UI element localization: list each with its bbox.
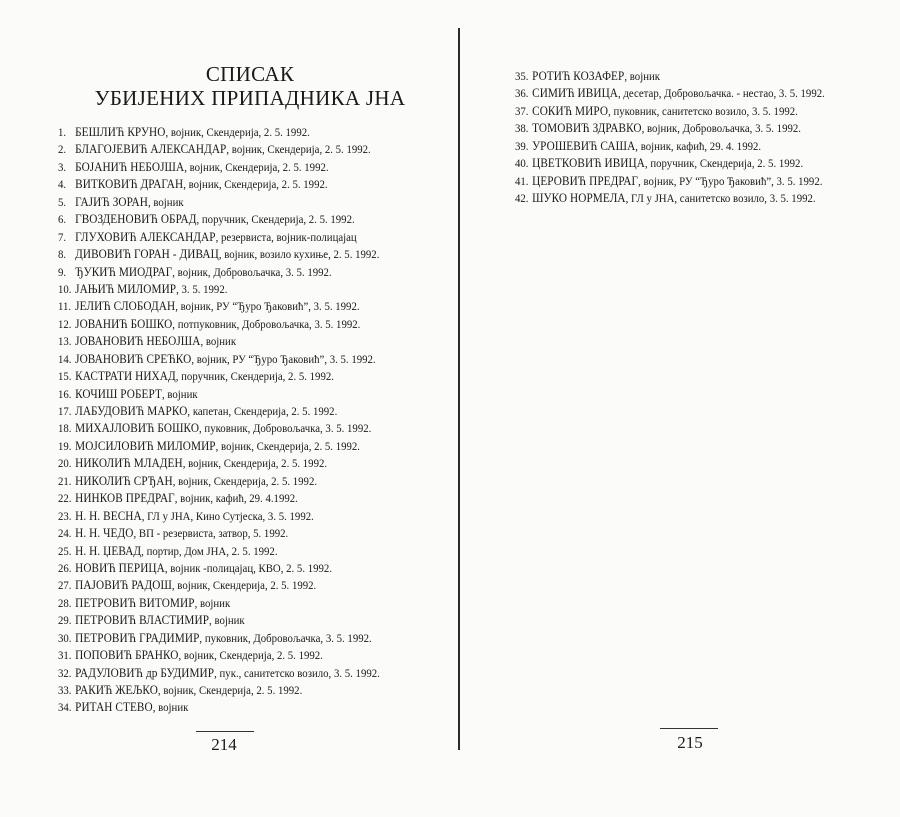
entry-name: ЛАБУДОВИЋ МАРКО [75,404,188,418]
entry-details: , војник, Добровољачка, 3. 5. 1992. [641,121,801,136]
entry-details: , војник, Скендерија, 2. 5. 1992. [183,177,328,192]
entry-name: ДИВОВИЋ ГОРАН - ДИВАЦ [75,247,219,262]
entry-details: , десетар, Добровољачка. - нестао, 3. 5. 1992. [618,86,825,101]
entry-details: , војник -полицајац, КВО, 2. 5. 1992. [164,560,333,575]
entry-details: , војник [147,194,184,209]
entry-details: , војник, возило кухиње, 2. 5. 1992. [218,247,380,262]
entry-number: 27. [58,578,72,593]
entry-details: , војник [200,334,237,349]
entry-details: , војник [152,700,189,715]
entry-number: 25. [58,543,72,558]
list-item [515,68,825,85]
entry-name: ЈОВАНОВИЋ СРЕЋКО [75,351,192,366]
entry-number: 37. [515,103,529,118]
entry-details: , војник, Добровољачка, 3. 5. 1992. [172,264,332,279]
entry-number: 20. [58,456,72,471]
entry-details: , војник, Скендерија, 2. 5. 1992. [182,456,328,471]
entry-number: 5. [58,194,67,209]
entry-details: , војник, Скендерија, 2. 5. 1992. [157,683,303,697]
entry-number: 4. [58,177,67,192]
list-item [58,630,380,647]
entry-details: , пуковник, Добровољачка, 3. 5. 1992. [199,421,372,436]
entry-name: НИКОЛИЋ МЛАДЕН [75,456,183,471]
entry-name: ЂУКИЋ МИОДРАГ [75,264,173,279]
entry-number: 40. [515,156,529,171]
entry-name: КОЧИШ РОБЕРТ [75,386,162,401]
list-item [58,351,380,368]
list-item [58,595,380,612]
entry-number: 39. [515,138,529,153]
entry-number: 30. [58,630,72,645]
list-item [58,665,380,682]
entry-name: РАДУЛОВИЋ др БУДИМИР [75,665,215,680]
entry-name: ЦЕРОВИЋ ПРЕДРАГ [532,173,639,188]
entry-details: , ГЛ у ЈНА, санитетско возило, 3. 5. 1992. [625,191,816,206]
entry-name: ЦВЕТКОВИЋ ИВИЦА [532,156,645,171]
entry-details: , поручник, Скендерија, 2. 5. 1992. [175,369,334,384]
list-item [58,647,380,664]
list-item [58,141,380,158]
entry-name: ПЕТРОВИЋ ГРАДИМИР [75,630,200,645]
page-number-right: 215 [677,733,703,752]
entry-number: 32. [58,665,72,680]
entry-details: , ВП - резервиста, затвор, 5. 1992. [133,526,289,541]
entry-name: Н. Н. ЧЕДО [75,526,134,541]
entry-name: РИТАН СТЕВО [75,700,153,715]
entry-name: НИНКОВ ПРЕДРАГ [75,491,175,506]
entry-number: 12. [58,316,72,331]
list-item [58,577,380,594]
list-item [58,194,380,211]
entry-details: , војник, кафић, 29. 4.1992. [174,491,298,506]
entry-name: БЛАГОЈЕВИЋ АЛЕКСАНДАР [75,142,227,157]
entry-name: ЈЕЛИЋ СЛОБОДАН [75,299,176,314]
entry-details: , војник, Скендерија, 2. 5. 1992. [215,438,361,453]
entry-details: , војник, Скендерија, 2. 5. 1992. [171,578,317,593]
page-number-rule [660,728,718,729]
entry-number: 2. [58,142,67,157]
entry-name: БЕШЛИЋ КРУНО [75,125,166,139]
entry-number: 34. [58,700,72,715]
right-page [462,0,900,817]
list-item [515,155,825,172]
entry-name: ВИТКОВИЋ ДРАГАН [75,177,184,192]
casualty-list-right [515,68,859,208]
list-item [58,420,380,437]
list-item [58,438,380,455]
entry-details: , војник [161,386,198,401]
entry-number: 38. [515,121,529,136]
list-item [58,386,380,403]
entry-name: ГЛУХОВИЋ АЛЕКСАНДАР [75,229,216,244]
entry-name: ПЕТРОВИЋ ВИТОМИР [75,595,195,610]
entry-number: 28. [58,595,72,610]
list-item [58,264,380,281]
list-item [515,120,825,137]
list-item [58,124,380,141]
entry-number: 14. [58,351,72,366]
entry-number: 10. [58,281,72,296]
entry-details: , војник, Скендерија, 2. 5. 1992. [165,125,310,139]
entry-name: СИМИЋ ИВИЦА [532,86,619,101]
list-item [58,159,380,176]
entry-number: 41. [515,173,529,188]
entry-number: 6. [58,212,67,227]
list-item [58,316,380,333]
list-item [58,473,380,490]
entry-name: УРОШЕВИЋ САША [532,138,636,153]
list-item [58,281,380,298]
entry-number: 1. [58,125,67,139]
list-item [58,246,380,263]
entry-number: 22. [58,491,72,506]
list-title: СПИСАК [205,62,295,86]
entry-number: 26. [58,560,72,575]
list-item [515,138,825,155]
entry-details: , ГЛ у ЈНА, Кино Сутјеска, 3. 5. 1992. [141,508,314,523]
list-subtitle: УБИЈЕНИХ ПРИПАДНИКА ЈНА [94,86,406,110]
entry-number: 17. [58,404,72,418]
entry-details: , војник, Скендерија, 2. 5. 1992. [178,648,323,663]
entry-number: 21. [58,473,72,488]
list-item [58,612,380,629]
entry-number: 33. [58,683,72,697]
entry-number: 36. [515,86,529,101]
entry-name: РАКИЋ ЖЕЉКО [75,683,158,697]
list-item [58,560,380,577]
entry-name: СОКИЋ МИРО [532,103,609,118]
list-item [58,490,380,507]
list-item [515,103,825,120]
list-item [58,403,380,420]
entry-number: 15. [58,369,72,384]
entry-name: РОТИЋ КОЗАФЕР [532,69,625,83]
entry-details: , резервиста, војник-полицајац [215,229,357,244]
entry-name: ПАЈОВИЋ РАДОШ [75,578,172,593]
entry-details: , пук., санитетско возило, 3. 5. 1992. [214,665,380,680]
entry-name: ЈОВАНОВИЋ НЕБОЈША [75,334,201,349]
list-item [58,333,380,350]
entry-details: , пуковник, санитетско возило, 3. 5. 1992. [608,103,798,118]
list-item [58,229,380,246]
entry-number: 24. [58,526,72,541]
entry-name: ЈОВАНИЋ БОШКО [75,316,173,331]
entry-details: , пуковник, Добровољачка, 3. 5. 1992. [199,630,372,645]
list-item [58,525,380,542]
entry-number: 35. [515,69,529,83]
entry-details: , војник, Скендерија, 2. 5. 1992. [172,473,318,488]
entry-details: , портир, Дом ЈНА, 2. 5. 1992. [141,543,278,558]
entry-details: , потпуковник, Добровољачка, 3. 5. 1992. [172,316,361,331]
list-item [58,211,380,228]
list-item [515,190,825,207]
entry-number: 42. [515,191,529,206]
list-item [58,455,380,472]
entry-name: НОВИЋ ПЕРИЦА [75,560,165,575]
entry-name: ШУКО НОРМЕЛА [532,191,626,206]
entry-name: ЈАЊИЋ МИЛОМИР [75,281,177,296]
entry-number: 11. [58,299,72,314]
list-item [58,682,380,699]
entry-details: , поручник, Скендерија, 2. 5. 1992. [644,156,804,171]
entry-number: 8. [58,247,67,262]
entry-details: , војник [194,595,231,610]
entry-name: КАСТРАТИ НИХАД [75,369,176,384]
list-item [58,176,380,193]
entry-number: 3. [58,159,67,174]
entry-name: ПОПОВИЋ БРАНКО [75,648,179,663]
entry-details: , војник, кафић, 29. 4. 1992. [635,138,762,153]
entry-number: 13. [58,334,72,349]
entry-number: 31. [58,648,72,663]
entry-name: Н. Н. ВЕСНА [75,508,142,523]
entry-number: 23. [58,508,72,523]
page-number-left: 214 [211,735,237,754]
entry-details: , капетан, Скендерија, 2. 5. 1992. [187,404,338,418]
entry-details: , војник, Скендерија, 2. 5. 1992. [184,159,329,174]
list-item [58,368,380,385]
entry-name: Н. Н. ЏЕВАД [75,543,142,558]
entry-details: , војник, РУ “Ђуро Ђаковић”, 3. 5. 1992. [175,299,360,314]
list-item [58,543,380,560]
entry-number: 29. [58,613,72,628]
list-item [58,699,380,716]
entry-details: , војник [209,613,245,628]
list-item [515,85,825,102]
page-number-rule [196,731,254,732]
entry-name: НИКОЛИЋ СРЂАН [75,473,173,488]
entry-details: , 3. 5. 1992. [176,281,228,296]
entry-number: 19. [58,438,72,453]
entry-number: 16. [58,386,72,401]
entry-details: , војник, РУ “Ђуро Ђаковић”, 3. 5. 1992. [638,173,823,188]
entry-name: ПЕТРОВИЋ ВЛАСТИМИР [75,613,210,628]
entry-details: , војник, Скендерија, 2. 5. 1992. [226,142,371,157]
book-gutter [458,28,460,750]
list-item [58,508,380,525]
entry-name: БОЈАНИЋ НЕБОЈША [75,159,185,174]
entry-details: , поручник, Скендерија, 2. 5. 1992. [196,212,355,227]
entry-name: ГВОЗДЕНОВИЋ ОБРАД [75,212,197,227]
entry-number: 18. [58,421,72,436]
entry-number: 7. [58,229,67,244]
entry-name: ТОМОВИЋ ЗДРАВКО [532,121,642,136]
casualty-list-left [58,124,416,717]
entry-number: 9. [58,264,67,279]
entry-details: , војник [624,69,660,83]
list-item [515,173,825,190]
entry-name: МИХАЈЛОВИЋ БОШКО [75,421,200,436]
entry-name: МОЈСИЛОВИЋ МИЛОМИР [75,438,216,453]
list-item [58,298,380,315]
entry-name: ГАЈИЋ ЗОРАН [75,194,148,209]
entry-details: , војник, РУ “Ђуро Ђаковић”, 3. 5. 1992. [191,351,376,366]
